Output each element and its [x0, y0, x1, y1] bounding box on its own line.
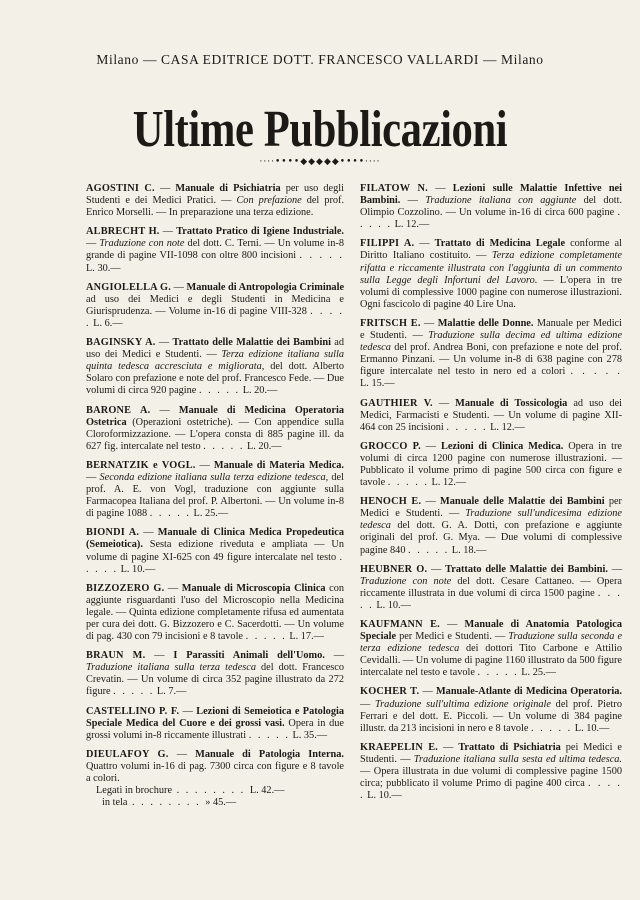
- author-name: KRAEPELIN E.: [360, 741, 439, 753]
- book-description: Manuale per Medici e Studenti.: [360, 317, 622, 342]
- book-details: del dott. G. A. Dotti, con prefazione e aggiunte originali del prof. G. Mya. — Due volumi di complessive pagine 840: [360, 520, 622, 556]
- book-description: pei Medici e Studenti.: [360, 741, 623, 765]
- catalog-entry: GAUTHIER V. — Manuale di Tossicologia ad uso dei Medici, Farmacisti e Studenti. — Un volume di pagine XII-464 con 25 incisioni . . . . . L. 12.—: [360, 397, 623, 433]
- book-price: L. 6.—: [93, 317, 123, 329]
- book-price: L. 30.—: [86, 262, 121, 274]
- book-title: Manuale di Materia Medica.: [213, 459, 344, 471]
- author-name: KOCHER T.: [360, 686, 420, 698]
- book-price: L. 10.—: [367, 790, 402, 802]
- binding-label: Legati in brochure: [96, 785, 173, 797]
- title-ornament: ····••••◆◆◆◆◆••••····: [259, 157, 381, 167]
- left-column: [86, 183, 344, 816]
- catalog-entry: KOCHER T. — Manuale-Atlante di Medicina Operatoria. — Traduzione sull'ultima edizione originale del prof. Pietro Ferrari e del dott. E. Piccoli. — Un volume di 384 pagine illustr. da 213 incisioni in nero e 8 tavole . . . . . L. 10.—: [360, 686, 622, 734]
- book-title: Malattie delle Donne.: [437, 317, 534, 329]
- book-edition-note: Traduzione sull'undicesima edizione tedesca: [360, 508, 623, 532]
- book-description: Sesta edizione riveduta e ampliata — Un volume di pagine XI-625 con 49 figure intercalate nel testo: [86, 539, 345, 563]
- page-header: Milano — CASA EDITRICE DOTT. FRANCESCO VALLARDI — Milano: [96, 52, 544, 67]
- book-edition-note: Traduzione sulla decima ed ultima edizione tedesca: [360, 330, 623, 354]
- book-title: Manuale di Tossicologia: [455, 397, 568, 409]
- book-details: del dott. Francesco Crevatin. — Un volume di circa 352 pagine illustrato da 272 figure: [86, 662, 344, 698]
- book-title: Trattato delle Malattie dei Bambini: [172, 337, 331, 349]
- author-name: BRAUN M.: [86, 650, 146, 662]
- book-price: L. 10.—: [574, 722, 610, 734]
- book-details: del dott. Cesare Cattaneo. — Opera riccamente illustrata in due volumi di circa 1500 pagine: [360, 575, 622, 599]
- author-name: DIEULAFOY G.: [86, 748, 169, 760]
- author-name: BAGINSKY A.: [86, 337, 156, 349]
- book-title: I Parassiti Animali dell'Uomo.: [173, 650, 325, 662]
- author-name: HENOCH E.: [360, 496, 422, 508]
- author-name: GAUTHIER V.: [360, 397, 433, 409]
- catalog-entry: BAGINSKY A. — Trattato delle Malattie dei Bambini ad uso dei Medici e Studenti. — Terza edizione italiana sulla quinta tedesca accresciuta e migliorata, del dott. Alberto Solaro con prefazione e note del prof. Francesco Fede. — Due volumi di circa 920 pagine . . . . . L. 20.—: [86, 337, 344, 397]
- book-description: Quattro volumi in-16 di pag. 7300 circa con figure e 8 tavole a colori.: [86, 760, 344, 785]
- catalog-entry: AGOSTINI C. — Manuale di Psichiatria per uso degli Studenti e dei Medici Pratici. — Con prefazione del prof. Enrico Morselli. — In preparazione una terza edizione.: [86, 183, 345, 219]
- book-details: dei dottori Tito Carbone e Attilio Cevidalli. — Un volume di pagine 1160 illustrato da 500 figure intercalate nel testo e tavole: [360, 643, 623, 679]
- book-price: » 45.—: [205, 797, 237, 809]
- book-description: ad uso dei Medici, Farmacisti e Studenti. — Un volume di pagine XII-464 con 25 incisioni: [360, 397, 623, 433]
- book-description: conforme al Diritto Italiano costituito.: [360, 238, 622, 262]
- book-edition-note: Traduzione italiana sulla terza tedesca: [86, 662, 256, 674]
- book-title: Manuale di Clinica Medica Propedeutica (Semeiotica).: [86, 527, 344, 551]
- price-line: Legati in brochure . . . . . . . . L. 42.—: [96, 785, 285, 797]
- catalog-entry: BIZZOZERO G. — Manuale di Microscopia Clinica con aggiunte risguardanti l'uso del Microscopio nella Medicina legale. — Quinta edizione completamente rifusa ed aumentata per cura dei dott. G. Bizzozero e C. Sacerdotti. — Un volume di pag. 430 con 79 incisioni e 8 tavole . . . . . L. 17.—: [86, 582, 344, 643]
- book-details: del prof. Enrico Morselli. — In preparazione una terza edizione.: [86, 195, 345, 219]
- author-name: BIONDI A.: [86, 527, 140, 539]
- book-title: Manuale di Psichiatria: [175, 183, 281, 194]
- book-details: del dott. Alberto Solaro con prefazione e note del prof. Francesco Fede. — Due volumi di circa 920 pagine: [86, 361, 344, 397]
- book-edition-note: Traduzione italiana con aggiunte: [425, 195, 577, 207]
- catalog-entry: HENOCH E. — Manuale delle Malattie dei Bambini per Medici e Studenti. — Traduzione sull'undicesima edizione tedesca del dott. G. A. Dotti, con prefazione e aggiunte originali del prof. G. Mya. — Due volumi di complessive pagine 840 . . . . . L. 18.—: [360, 496, 623, 556]
- book-title: Lezioni sulle Malattie Infettive nei Bambini.: [360, 183, 622, 207]
- book-title: Trattato Pratico di Igiene Industriale.: [176, 226, 344, 238]
- book-edition-note: Terza edizione italiana sulla quinta tedesca accresciuta e migliorata,: [86, 349, 344, 373]
- book-description: Opera in due grossi volumi in-8 riccamente illustrati: [86, 717, 344, 741]
- book-edition-note: Terza edizione completamente rifatta e riccamente illustrata con l'aggiunta di un commento sulla Legge degli Infortuni del Lavoro.: [360, 250, 622, 286]
- author-name: BARONE A.: [86, 404, 151, 416]
- book-price: L. 35.—: [292, 729, 328, 741]
- price-line: in tela . . . . . . . . » 45.—: [102, 797, 237, 809]
- book-details: del prof. Pietro Ferrari e del dott. E. Piccoli. — Un volume di 384 pagine illustr. da 213 incisioni in nero e 8 tavole: [360, 698, 622, 734]
- book-price: L. 42.—: [249, 785, 285, 797]
- catalog-entry: KRAEPELIN E. — Trattato di Psichiatria pei Medici e Studenti. — Traduzione italiana sulla sesta ed ultima tedesca. — Opera illustrata in due volumi di complessive pagine 1500 circa; pubblicato il volume Primo di pagine 400 circa . . . . . L. 10.—: [360, 741, 623, 802]
- book-details: del prof. A. E. von Vogl, traduzione con aggiunte sulla Farmacopea Italiana del prof. P. Albertoni. — Un volume in-8 di pagine 1088: [86, 471, 344, 520]
- book-edition-note: Traduzione sulla seconda e terza edizione tedesca: [360, 631, 623, 655]
- book-description: per Medici e Studenti.: [399, 631, 492, 643]
- catalog-entry: CASTELLINO P. F. — Lezioni di Semeiotica e Patologia Speciale Medica del Cuore e dei grossi vasi. Opera in due grossi volumi in-8 riccamente illustrati . . . . . L. 35.—: [86, 705, 344, 741]
- author-name: FRITSCH E.: [360, 317, 421, 329]
- catalog-entry: BARONE A. — Manuale di Medicina Operatoria Ostetrica (Operazioni ostetriche). — Con appendice sulla Cloroformizzazione. — L'opera consta di 885 pagine ill. da 627 fig. intercalate nel testo . . . . . L. 20.—: [86, 404, 344, 452]
- catalog-entry: FILIPPI A. — Trattato di Medicina Legale conforme al Diritto Italiano costituito. — Terza edizione completamente rifatta e riccamente illustrata con l'aggiunta di un commento sulla Legge degli Infortuni del Lavoro. — L'opera in tre volumi di complessive 1000 pagine con numerose illustrazioni. Ogni fascicolo di pagine 40 Lire Una.: [360, 238, 622, 310]
- book-details: del dott. C. Terni. — Un volume in-8 grande di pagine VII-1098 con oltre 800 incisioni: [86, 238, 344, 262]
- right-column: [360, 183, 622, 809]
- book-price: L. 20.—: [242, 385, 278, 397]
- book-description: (Operazioni ostetriche). — Con appendice sulla Cloroformizzazione. — L'opera consta di 885 pagine ill. da 627 fig. intercalate nel testo: [86, 416, 344, 452]
- binding-label: in tela: [102, 797, 128, 809]
- catalog-entry: DIEULAFOY G. — Manuale di Patologia Interna. Quattro volumi in-16 di pag. 7300 circa con figure e 8 tavole a colori. Legati in brochure . . . . . . . . L. 42.— in tela . . . . . . . . » 45.—: [86, 748, 344, 809]
- book-price: L. 10.—: [120, 563, 156, 575]
- book-details: del dott. Olimpio Cozzolino. — Un volume in-16 di circa 600 pagine: [360, 195, 623, 219]
- book-price: L. 20.—: [246, 440, 282, 452]
- book-price: L. 25.—: [193, 508, 229, 520]
- author-name: BERNATZIK e VOGL.: [86, 459, 196, 471]
- book-edition-note: Traduzione italiana sulla sesta ed ultima tedesca.: [413, 753, 623, 765]
- book-description: ad uso dei Medici e degli Studenti in Medicina e Giurisprudenza. — Volume in-16 di pagine VIII-328: [86, 293, 344, 317]
- author-name: ANGIOLELLA G.: [86, 281, 172, 293]
- author-name: FILATOW N.: [360, 183, 428, 194]
- book-title: Manuale di Patologia Interna.: [195, 748, 344, 760]
- book-price: L. 25.—: [521, 667, 556, 679]
- author-name: ALBRECHT H.: [86, 226, 160, 238]
- book-title: Lezioni di Semeiotica e Patologia Speciale Medica del Cuore e dei grossi vasi.: [86, 705, 344, 729]
- catalog-entry: KAUFMANN E. — Manuale di Anatomia Patologica Speciale per Medici e Studenti. — Traduzione sulla seconda e terza edizione tedesca dei dottori Tito Carbone e Attilio Cevidalli. — Un volume di pagine 1160 illustrato da 500 figure intercalate nel testo e tavole . . . . . L. 25.—: [360, 619, 623, 679]
- book-price: L. 7.—: [156, 686, 187, 698]
- catalog-entry: FILATOW N. — Lezioni sulle Malattie Infettive nei Bambini. — Traduzione italiana con aggiunte del dott. Olimpio Cozzolino. — Un volume in-16 di circa 600 pagine . . . . . L. 12.—: [360, 183, 623, 231]
- author-name: KAUFMANN E.: [360, 619, 440, 630]
- book-title: Manuale-Atlante di Medicina Operatoria.: [435, 686, 622, 698]
- catalog-entry: GROCCO P. — Lezioni di Clinica Medica. Opera in tre volumi di circa 1200 pagine con numerose illustrazioni. — Pubblicato il volume primo di pagine 500 circa con figure e tavole . . . . . L. 12.—: [360, 440, 622, 489]
- book-details: — Opera illustrata in due volumi di complessive pagine 1500 circa; pubblicato il volume Primo di pagine 400 circa: [360, 766, 622, 790]
- book-title: Trattato di Psichiatria: [458, 741, 561, 753]
- book-title: Manuale di Medicina Operatoria Ostetrica: [86, 404, 344, 428]
- book-title: Lezioni di Clinica Medica.: [440, 440, 564, 452]
- catalog-entry: ANGIOLELLA G. — Manuale di Antropologia Criminale ad uso dei Medici e degli Studenti in Medicina e Giurisprudenza. — Volume in-16 di pagine VIII-328 . . . . . L. 6.—: [86, 281, 345, 329]
- book-edition-note: Traduzione con note: [99, 238, 185, 250]
- author-name: FILIPPI A.: [360, 238, 415, 250]
- book-description: con aggiunte risguardanti l'uso del Microscopio nella Medicina legale. — Quinta edizione completamente rifusa ed aumentata per cura dei dott. G. Bizzozero e C. Sacerdotti. — Un volume di pag. 430 con 79 incisioni e 8 tavole: [86, 582, 344, 643]
- catalog-entry: BERNATZIK e VOGL. — Manuale di Materia Medica. — Seconda edizione italiana sulla terza edizione tedesca, del prof. A. E. von Vogl, traduzione con aggiunte sulla Farmacopea Italiana del prof. P. Albertoni. — Un volume in-8 di pagine 1088 . . . . . L. 25.—: [86, 459, 344, 520]
- book-title: Manuale di Antropologia Criminale: [186, 281, 345, 293]
- book-price: L. 12.—: [431, 477, 467, 489]
- book-title: Manuale di Anatomia Patologica Speciale: [360, 619, 622, 643]
- book-details: del prof. Andrea Boni, con prefazione e note del prof. Ermanno Pinzani. — Un volume in-8 di 638 pagine con 278 figure intercalate nel testo in nero ed a colori: [360, 342, 622, 378]
- catalog-entry: BIONDI A. — Manuale di Clinica Medica Propedeutica (Semeiotica). Sesta edizione riveduta e ampliata — Un volume di pagine XI-625 con 49 figure intercalate nel testo . . . . . L. 10.—: [86, 527, 345, 575]
- book-title: Trattato di Medicina Legale: [434, 238, 566, 250]
- author-name: GROCCO P.: [360, 440, 421, 452]
- catalog-entry: ALBRECHT H. — Trattato Pratico di Igiene Industriale. — Traduzione con note del dott. C. Terni. — Un volume in-8 grande di pagine VII-1098 con oltre 800 incisioni . . . . . L. 30.—: [86, 226, 344, 274]
- book-price: L. 15.—: [360, 378, 395, 390]
- catalog-entry: BRAUN M. — I Parassiti Animali dell'Uomo. — Traduzione italiana sulla terza tedesca del dott. Francesco Crevatin. — Un volume di circa 352 pagine illustrato da 272 figure . . . . . L. 7.—: [86, 650, 344, 698]
- author-name: AGOSTINI C.: [86, 183, 155, 194]
- book-description: per Medici e Studenti.: [360, 496, 622, 520]
- catalog-entry: FRITSCH E. — Malattie delle Donne. Manuale per Medici e Studenti. — Traduzione sulla decima ed ultima edizione tedesca del prof. Andrea Boni, con prefazione e note del prof. Ermanno Pinzani. — Un volume in-8 di 638 pagine con 278 figure intercalate nel testo in nero ed a colori . . . . . L. 15.—: [360, 317, 623, 390]
- book-description: per uso degli Studenti e dei Medici Pratici.: [86, 183, 344, 207]
- book-description: ad uso dei Medici e Studenti.: [86, 337, 344, 361]
- author-name: BIZZOZERO G.: [86, 582, 165, 594]
- book-title: Trattato delle Malattie dei Bambini.: [445, 563, 608, 575]
- book-edition-note: Traduzione con note: [360, 575, 452, 587]
- book-edition-note: Con prefazione: [236, 195, 302, 207]
- catalog-entry: HEUBNER O. — Trattato delle Malattie dei Bambini. — Traduzione con note del dott. Cesare Cattaneo. — Opera riccamente illustrata in due volumi di circa 1500 pagine . . . . . L. 10.—: [360, 563, 623, 611]
- book-edition-note: Seconda edizione italiana sulla terza edizione tedesca,: [99, 471, 329, 483]
- book-price: L. 17.—: [289, 631, 324, 643]
- book-price: L. 10.—: [376, 599, 411, 611]
- book-details: — L'opera in tre volumi di complessive 1000 pagine con numerose illustrazioni. Ogni fascicolo di pagine 40 Lire Una.: [360, 274, 622, 310]
- book-edition-note: Traduzione sull'ultima edizione originale: [375, 698, 551, 710]
- book-price: L. 12.—: [394, 219, 430, 231]
- page-title: Ultime Pubblicazioni: [132, 101, 508, 158]
- author-name: CASTELLINO P. F.: [86, 705, 180, 717]
- book-title: Manuale delle Malattie dei Bambini: [440, 496, 605, 508]
- book-description: Opera in tre volumi di circa 1200 pagine con numerose illustrazioni. — Pubblicato il volume primo di pagine 500 circa con figure e tavole: [360, 440, 622, 489]
- book-title: Manuale di Microscopia Clinica: [181, 582, 326, 594]
- author-name: HEUBNER O.: [360, 563, 428, 575]
- book-price: L. 18.—: [451, 544, 487, 556]
- book-price: L. 12.—: [490, 421, 525, 433]
